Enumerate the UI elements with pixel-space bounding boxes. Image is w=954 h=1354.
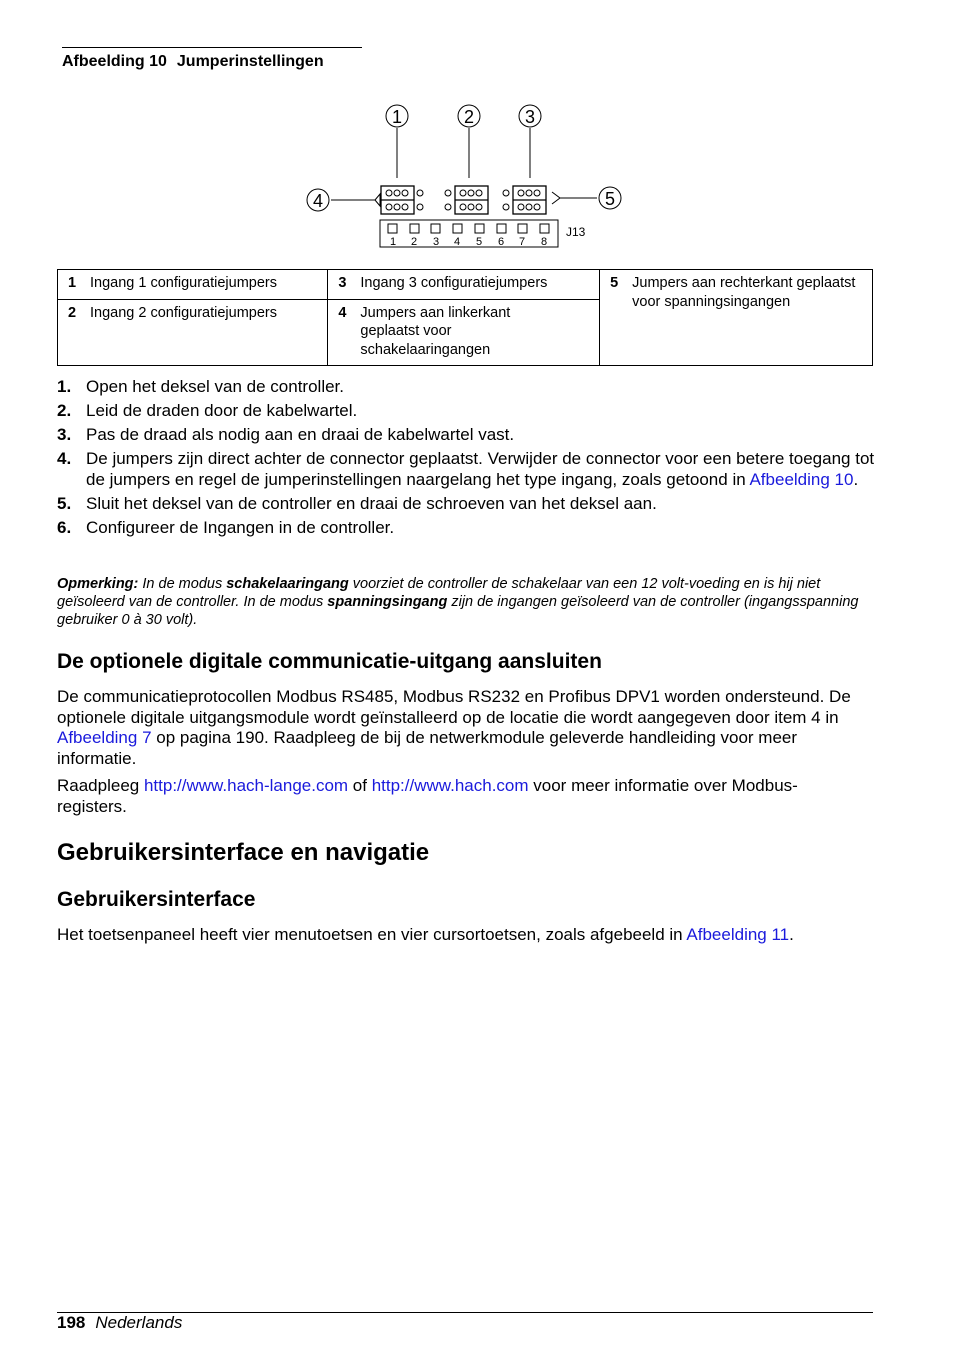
legend-text: Ingang 3 configuratiejumpers <box>360 275 548 291</box>
callout-5-label: 5 <box>604 189 616 209</box>
note <box>57 575 877 629</box>
legend-text: Jumpers aan rechterkant geplaatst voor spanningsingangen <box>632 275 856 310</box>
pin-label-5: 5 <box>475 236 483 248</box>
list-item <box>57 377 877 398</box>
legend-number: 3 <box>338 275 347 291</box>
pin-label-6: 6 <box>497 236 505 248</box>
legend-cell-1 <box>58 270 328 300</box>
paragraph-text: voor meer informatie over Modbus-registers. <box>57 776 798 816</box>
paragraph-text: . <box>789 925 794 944</box>
note-text: zijn de ingangen geïsoleerd van de controller (ingangsspanning gebruiker 0 à 30 volt). <box>57 594 859 628</box>
callout-1-label: 1 <box>391 107 403 127</box>
figure-10-link[interactable]: Afbeelding 10 <box>749 469 854 489</box>
legend-number: 4 <box>338 304 347 321</box>
legend-text: Jumpers aan linkerkant geplaatst voor schakelaaringangen <box>360 304 511 358</box>
connector-label: J13 <box>566 225 586 239</box>
procedure-steps <box>57 377 877 542</box>
paragraph-text: De communicatieprotocollen Modbus RS485, Modbus RS232 en Profibus DPV1 worden ondersteund. De optionele digitale uitgangsmodule wordt geïnstalleerd op de locatie die wordt aangegeven door item 4 in <box>57 687 851 727</box>
note-text: In de modus <box>138 576 227 592</box>
hach-lange-link[interactable]: http://www.hach-lange.com <box>143 776 349 795</box>
step-text-end: . <box>853 469 859 489</box>
subsection-heading-ui: Gebruikersinterface <box>57 888 256 911</box>
figure-11-link[interactable]: Afbeelding 11 <box>686 925 790 944</box>
legend-cell-2 <box>58 299 328 366</box>
legend-text: Ingang 2 configuratiejumpers <box>90 304 278 321</box>
section-heading-ui-navigation: Gebruikersinterface en navigatie <box>57 839 430 866</box>
callout-4-label: 4 <box>312 191 324 211</box>
note-bold-term: schakelaaringang <box>226 576 349 592</box>
pin-label-4: 4 <box>453 236 461 248</box>
paragraph-text: Raadpleeg <box>57 776 144 795</box>
step-number: 4. <box>57 449 72 468</box>
step-number: 2. <box>57 401 72 420</box>
figure-legend-table <box>57 269 873 366</box>
pin-label-8: 8 <box>540 236 548 248</box>
legend-number: 1 <box>68 275 77 291</box>
legend-row <box>58 270 873 300</box>
figure-caption-label: Afbeelding 10 <box>62 53 167 70</box>
step-text: Open het deksel van de controller. <box>86 377 344 396</box>
pin-label-3: 3 <box>432 236 440 248</box>
pin-label-2: 2 <box>410 236 418 248</box>
connector-j13 <box>380 220 558 247</box>
step-text: Sluit het deksel van de controller en draai de schroeven van het deksel aan. <box>86 493 657 513</box>
legend-cell-5 <box>600 270 873 366</box>
list-item <box>57 494 877 515</box>
step-text: Leid de draden door de kabelwartel. <box>86 401 358 420</box>
legend-number: 5 <box>610 275 619 291</box>
legend-number: 2 <box>68 304 77 321</box>
page-footer <box>57 1313 182 1333</box>
page-number: 198 <box>57 1313 86 1332</box>
paragraph-text: Het toetsenpaneel heeft vier menutoetsen en vier cursortoetsen, zoals afgebeeld in <box>57 925 687 944</box>
callout-2-label: 2 <box>463 107 475 127</box>
step-number: 5. <box>57 493 72 513</box>
step-text: Pas de draad als nodig aan en draai de kabelwartel vast. <box>86 425 515 444</box>
pin-label-1: 1 <box>389 236 397 248</box>
paragraph-keypad <box>57 925 877 946</box>
legend-cell-3 <box>328 270 600 300</box>
paragraph-text: of <box>348 776 372 795</box>
legend-cell-4 <box>328 299 600 366</box>
note-bold-term: spanningsingang <box>327 594 448 610</box>
pin-label-7: 7 <box>518 236 526 248</box>
legend-text: Ingang 1 configuratiejumpers <box>90 275 278 291</box>
list-item <box>57 401 877 422</box>
section-heading-digital-output: De optionele digitale communicatie-uitgang aansluiten <box>57 650 602 673</box>
step-text: Configureer de Ingangen in de controller. <box>86 517 395 537</box>
figure-caption-title: Jumperinstellingen <box>176 53 324 70</box>
step-number: 3. <box>57 425 72 444</box>
note-label: Opmerking: <box>57 576 139 592</box>
figure-7-link[interactable]: Afbeelding 7 <box>57 728 152 747</box>
step-number: 6. <box>57 517 72 537</box>
hach-link[interactable]: http://www.hach.com <box>371 776 529 795</box>
callout-3-label: 3 <box>524 107 536 127</box>
figure-caption <box>62 47 362 71</box>
list-item <box>57 518 877 539</box>
footer-language: Nederlands <box>95 1313 183 1332</box>
list-item <box>57 449 877 490</box>
paragraph-text: op pagina 190. Raadpleeg de bij de netwerkmodule geleverde handleiding voor meer informatie. <box>57 728 798 768</box>
jumper-diagram <box>300 96 630 256</box>
step-text: De jumpers zijn direct achter de connector geplaatst. Verwijder de connector voor een betere toegang tot de jumpers en regel de jumperinstellingen naargelang het type ingang, zoals getoond in <box>86 449 875 489</box>
step-number: 1. <box>57 377 72 396</box>
note-text: voorziet de controller de schakelaar van een 12 volt-voeding en is hij niet geïsoleerd van de controller. In de modus <box>57 576 821 610</box>
list-item <box>57 425 877 446</box>
paragraph-modbus-links <box>57 776 862 817</box>
paragraph-protocols <box>57 687 857 769</box>
